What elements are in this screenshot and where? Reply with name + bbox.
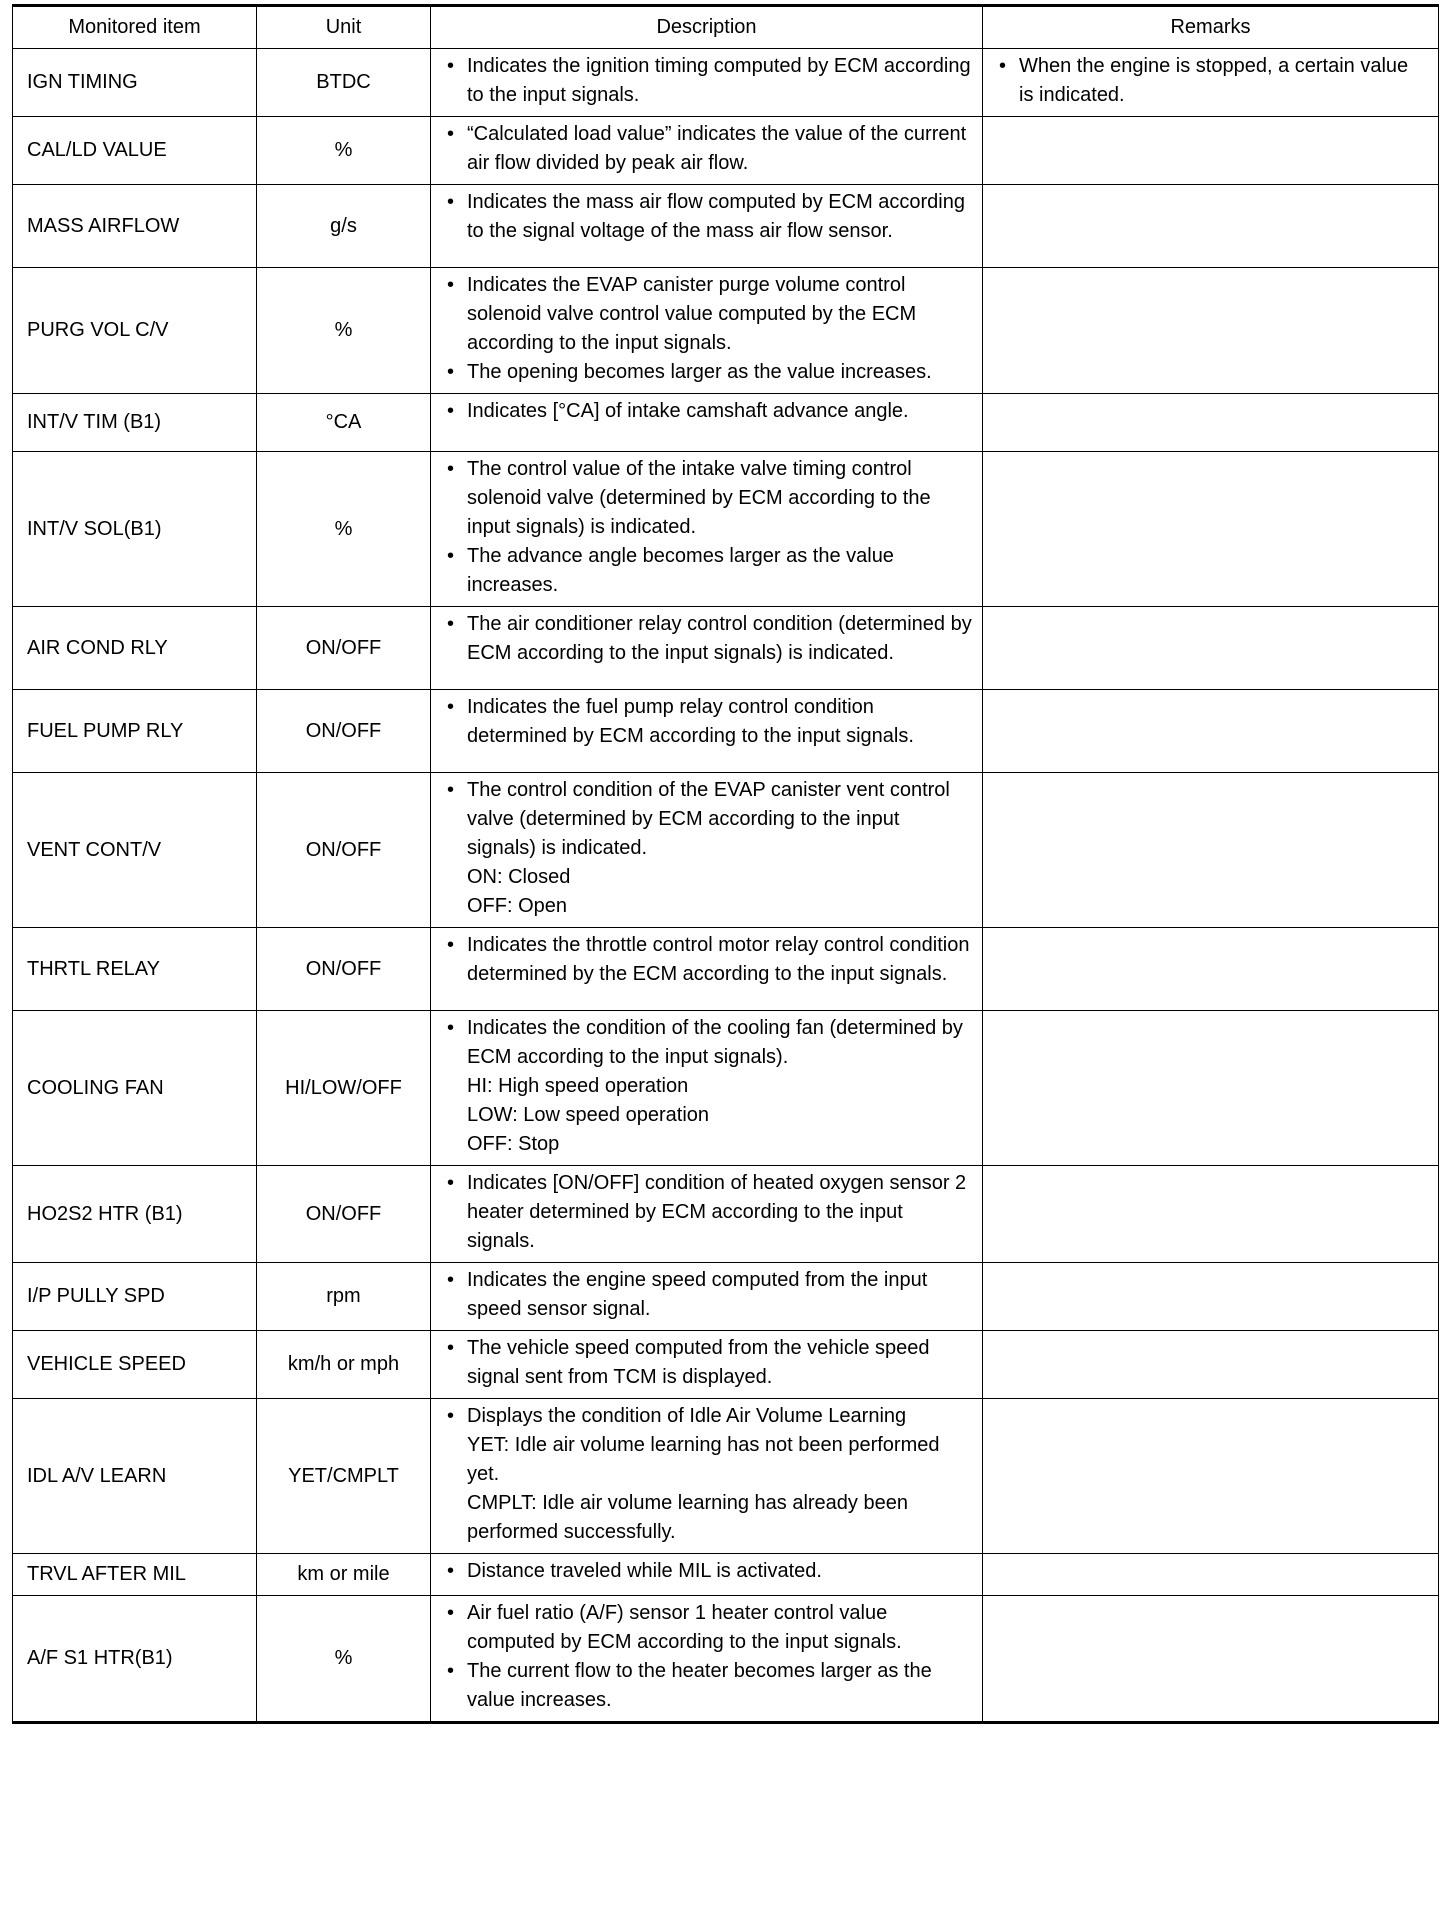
description-bullet-list xyxy=(443,610,972,668)
unit-cell: % xyxy=(257,117,431,185)
monitored-item-cell: VEHICLE SPEED xyxy=(13,1331,257,1399)
remarks-cell xyxy=(983,607,1439,690)
description-cell xyxy=(431,117,983,185)
unit-cell: ON/OFF xyxy=(257,1166,431,1263)
table-row xyxy=(13,1166,1439,1263)
description-bullet-list xyxy=(443,188,972,246)
description-cell xyxy=(431,394,983,452)
remarks-cell xyxy=(983,1331,1439,1399)
unit-cell: YET/CMPLT xyxy=(257,1399,431,1554)
description-bullet-list xyxy=(443,1402,972,1431)
table-row xyxy=(13,268,1439,394)
table-row xyxy=(13,1399,1439,1554)
description-cell xyxy=(431,1011,983,1166)
description-bullet: • The air conditioner relay control condition (determined by ECM according to the input signals) is indicated. xyxy=(443,610,972,668)
description-cell xyxy=(431,1166,983,1263)
monitored-item-cell: CAL/LD VALUE xyxy=(13,117,257,185)
description-cell xyxy=(431,268,983,394)
description-bullet: • The opening becomes larger as the value increases. xyxy=(443,358,972,387)
data-monitor-table-wrapper xyxy=(12,4,1438,1724)
description-bullet-list xyxy=(443,931,972,989)
monitored-item-cell: MASS AIRFLOW xyxy=(13,185,257,268)
monitored-item-cell: PURG VOL C/V xyxy=(13,268,257,394)
remarks-cell xyxy=(983,928,1439,1011)
table-row xyxy=(13,1263,1439,1331)
monitored-item-cell: HO2S2 HTR (B1) xyxy=(13,1166,257,1263)
description-bullet: • Indicates the EVAP canister purge volume control solenoid valve control value computed by the ECM according to the input signals. xyxy=(443,271,972,358)
table-row xyxy=(13,928,1439,1011)
description-bullet: • Displays the condition of Idle Air Volume Learning xyxy=(443,1402,972,1431)
description-cell xyxy=(431,452,983,607)
unit-cell: % xyxy=(257,268,431,394)
remarks-bullet-list xyxy=(995,52,1428,110)
description-cell xyxy=(431,1331,983,1399)
remarks-cell xyxy=(983,1263,1439,1331)
description-cell xyxy=(431,928,983,1011)
unit-cell: ON/OFF xyxy=(257,773,431,928)
description-bullet: • The vehicle speed computed from the vehicle speed signal sent from TCM is displayed. xyxy=(443,1334,972,1392)
description-cell xyxy=(431,690,983,773)
remarks-cell xyxy=(983,773,1439,928)
description-value-line: CMPLT: Idle air volume learning has already been performed successfully. xyxy=(467,1492,908,1543)
unit-cell: ON/OFF xyxy=(257,607,431,690)
table-row xyxy=(13,690,1439,773)
description-bullet-list xyxy=(443,120,972,178)
unit-cell: km or mile xyxy=(257,1554,431,1596)
remarks-cell xyxy=(983,49,1439,117)
monitored-item-cell: IGN TIMING xyxy=(13,49,257,117)
description-bullet: • Distance traveled while MIL is activated. xyxy=(443,1557,972,1586)
header-row xyxy=(13,6,1439,49)
table-row xyxy=(13,117,1439,185)
description-cell xyxy=(431,1596,983,1723)
description-bullet: • Indicates the condition of the cooling fan (determined by ECM according to the input signals). xyxy=(443,1014,972,1072)
remarks-cell xyxy=(983,1399,1439,1554)
monitored-item-cell: TRVL AFTER MIL xyxy=(13,1554,257,1596)
monitored-item-cell: INT/V SOL(B1) xyxy=(13,452,257,607)
description-bullet-list xyxy=(443,693,972,751)
table-body xyxy=(13,49,1439,1723)
description-bullet-list xyxy=(443,455,972,600)
description-value-line: ON: Closed xyxy=(467,866,571,888)
description-bullet: • Indicates the ignition timing computed by ECM according to the input signals. xyxy=(443,52,972,110)
unit-cell: ON/OFF xyxy=(257,690,431,773)
remarks-cell xyxy=(983,452,1439,607)
description-bullet: • The current flow to the heater becomes larger as the value increases. xyxy=(443,1657,972,1715)
monitored-item-cell: AIR COND RLY xyxy=(13,607,257,690)
table-row xyxy=(13,452,1439,607)
table-row xyxy=(13,185,1439,268)
description-bullet-list xyxy=(443,271,972,387)
unit-cell: HI/LOW/OFF xyxy=(257,1011,431,1166)
description-cell xyxy=(431,1263,983,1331)
unit-cell: rpm xyxy=(257,1263,431,1331)
monitored-item-cell: FUEL PUMP RLY xyxy=(13,690,257,773)
remarks-cell xyxy=(983,690,1439,773)
description-value-line: LOW: Low speed operation xyxy=(467,1104,710,1126)
description-bullet: • The advance angle becomes larger as the value increases. xyxy=(443,542,972,600)
monitored-item-cell: I/P PULLY SPD xyxy=(13,1263,257,1331)
description-cell xyxy=(431,607,983,690)
table-row xyxy=(13,1554,1439,1596)
monitored-item-cell: IDL A/V LEARN xyxy=(13,1399,257,1554)
description-bullet: • Indicates the engine speed computed from the input speed sensor signal. xyxy=(443,1266,972,1324)
description-bullet-list xyxy=(443,1169,972,1256)
header-unit: Unit xyxy=(257,6,431,49)
description-bullet-list xyxy=(443,776,972,863)
remarks-bullet: • When the engine is stopped, a certain value is indicated. xyxy=(995,52,1428,110)
table-row xyxy=(13,49,1439,117)
description-bullet: • Air fuel ratio (A/F) sensor 1 heater control value computed by ECM according to the input signals. xyxy=(443,1599,972,1657)
description-value-line: OFF: Stop xyxy=(467,1133,560,1155)
remarks-cell xyxy=(983,1554,1439,1596)
table-row xyxy=(13,1331,1439,1399)
remarks-cell xyxy=(983,1596,1439,1723)
description-bullet-list xyxy=(443,52,972,110)
header-description: Description xyxy=(431,6,983,49)
unit-cell: km/h or mph xyxy=(257,1331,431,1399)
remarks-cell xyxy=(983,1011,1439,1166)
table-row xyxy=(13,607,1439,690)
description-bullet: • “Calculated load value” indicates the value of the current air flow divided by peak air flow. xyxy=(443,120,972,178)
description-bullet-list xyxy=(443,397,972,426)
description-cell xyxy=(431,1554,983,1596)
description-bullet: • Indicates [°CA] of intake camshaft advance angle. xyxy=(443,397,972,426)
description-bullet-list xyxy=(443,1014,972,1072)
monitored-item-cell: VENT CONT/V xyxy=(13,773,257,928)
description-cell xyxy=(431,185,983,268)
remarks-cell xyxy=(983,268,1439,394)
description-bullet-list xyxy=(443,1266,972,1324)
description-bullet: • Indicates the throttle control motor relay control condition determined by the ECM according to the input signals. xyxy=(443,931,972,989)
description-bullet: • Indicates the fuel pump relay control condition determined by ECM according to the input signals. xyxy=(443,693,972,751)
remarks-cell xyxy=(983,394,1439,452)
remarks-cell xyxy=(983,117,1439,185)
monitored-item-cell: INT/V TIM (B1) xyxy=(13,394,257,452)
table-header xyxy=(13,6,1439,49)
unit-cell: g/s xyxy=(257,185,431,268)
monitored-item-cell: COOLING FAN xyxy=(13,1011,257,1166)
description-bullet: • Indicates the mass air flow computed by ECM according to the signal voltage of the mass air flow sensor. xyxy=(443,188,972,246)
description-bullet: • The control value of the intake valve timing control solenoid valve (determined by ECM according to the input signals) is indicated. xyxy=(443,455,972,542)
description-bullet: • Indicates [ON/OFF] condition of heated oxygen sensor 2 heater determined by ECM according to the input signals. xyxy=(443,1169,972,1256)
table-row xyxy=(13,1011,1439,1166)
description-cell xyxy=(431,49,983,117)
unit-cell: % xyxy=(257,1596,431,1723)
description-cell xyxy=(431,773,983,928)
description-bullet-list xyxy=(443,1599,972,1715)
description-value-line: YET: Idle air volume learning has not been performed yet. xyxy=(467,1434,940,1485)
header-monitored-item: Monitored item xyxy=(13,6,257,49)
unit-cell: BTDC xyxy=(257,49,431,117)
description-bullet: • The control condition of the EVAP canister vent control valve (determined by ECM according to the input signals) is indicated. xyxy=(443,776,972,863)
remarks-cell xyxy=(983,1166,1439,1263)
table-row xyxy=(13,773,1439,928)
monitored-item-cell: THRTL RELAY xyxy=(13,928,257,1011)
table-row xyxy=(13,394,1439,452)
description-value-line: OFF: Open xyxy=(467,895,568,917)
remarks-cell xyxy=(983,185,1439,268)
description-bullet-list xyxy=(443,1334,972,1392)
unit-cell: ON/OFF xyxy=(257,928,431,1011)
unit-cell: % xyxy=(257,452,431,607)
unit-cell: °CA xyxy=(257,394,431,452)
description-cell xyxy=(431,1399,983,1554)
description-bullet-list xyxy=(443,1557,972,1586)
header-remarks: Remarks xyxy=(983,6,1439,49)
data-monitor-table xyxy=(12,4,1439,1724)
monitored-item-cell: A/F S1 HTR(B1) xyxy=(13,1596,257,1723)
description-value-line: HI: High speed operation xyxy=(467,1075,689,1097)
table-row xyxy=(13,1596,1439,1723)
